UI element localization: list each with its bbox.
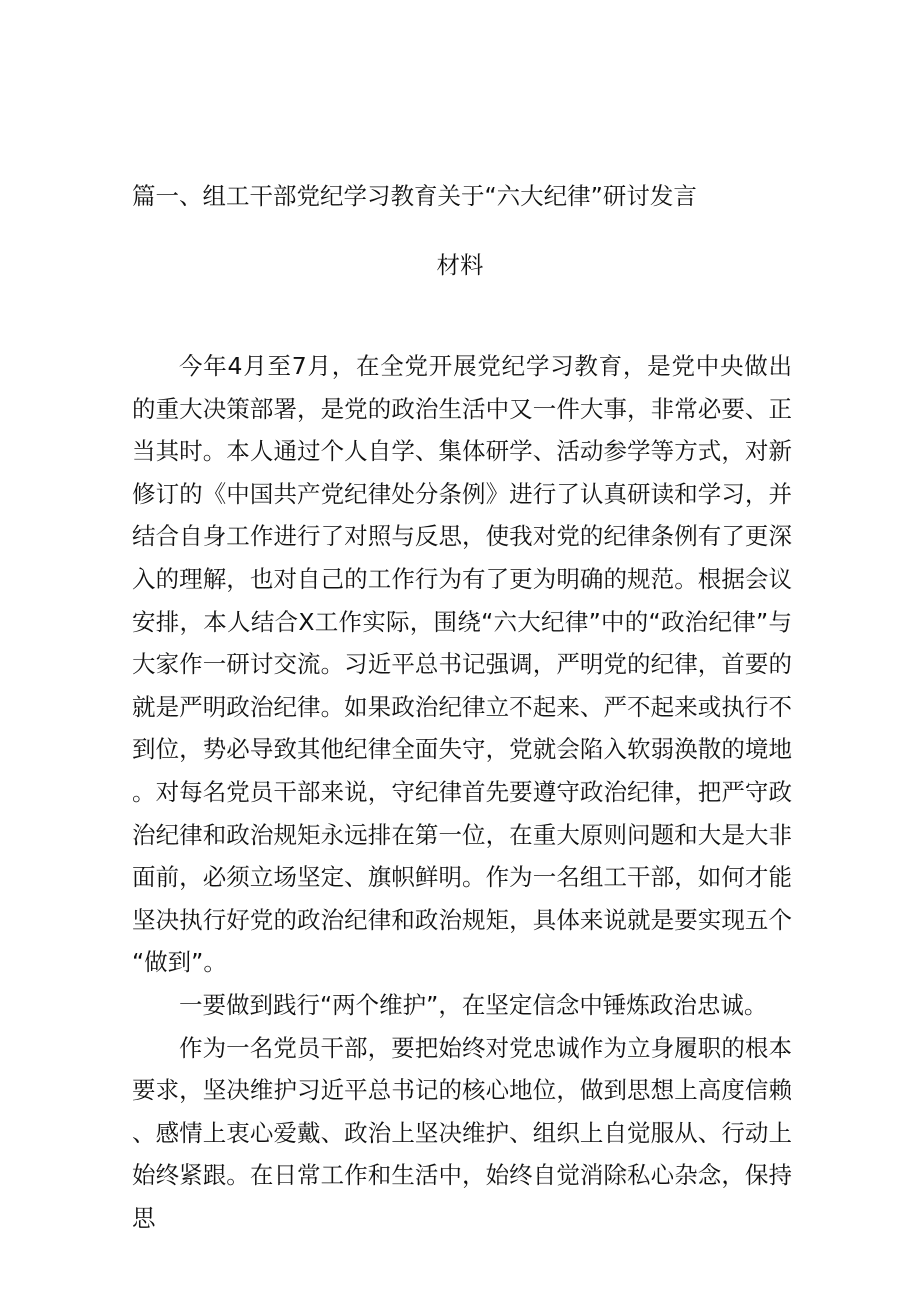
document-body xyxy=(132,345,792,1239)
paragraph-section-heading-1: 一要做到践行“两个维护”，在坚定信念中锤炼政治忠诚。 xyxy=(179,990,768,1019)
paragraph-intro: 今年4月至7月，在全党开展党纪学习教育，是党中央做出的重大决策部署，是党的政治生活中又一件大事，非常必要、正当其时。本人通过个人自学、集体研学、活动参学等方式，对新修订的《中国共产党纪律处分条例》进行了认真研读和学习，并结合自身工作进行了对照与反思，使我对党的纪律条例有了更深入的理解，也对自己的工作行为有了更为明确的规范。根据会议安排，本人结合X工作实际，围绕“六大纪律”中的“政治纪律”与大家作一研讨交流。习近平总书记强调，严明党的纪律，首要的就是严明政治纪律。如果政治纪律立不起来、严不起来或执行不到位，势必导致其他纪律全面失守，党就会陷入软弱涣散的境地。对每名党员干部来说，守纪律首先要遵守政治纪律，把严守政治纪律和政治规矩永远排在第一位，在重大原则问题和大是大非面前，必须立场坚定、旗帜鲜明。作为一名组工干部，如何才能坚决执行好党的政治纪律和政治规矩，具体来说就是要实现五个“做到”。 xyxy=(132,352,792,977)
document-title-line-1: 篇一、组工干部党纪学习教育关于“六大纪律”研讨发言 xyxy=(132,182,697,210)
paragraph-section-body-1: 作为一名党员干部，要把始终对党忠诚作为立身履职的根本要求，坚决维护习近平总书记的核心地位，做到思想上高度信赖、感情上衷心爱戴、政治上坚决维护、组织上自觉服从、行动上始终紧跟。在日常工作和生活中，始终自觉消除私心杂念，保持思 xyxy=(132,1033,792,1232)
document-title-line-2: 材料 xyxy=(436,251,484,279)
